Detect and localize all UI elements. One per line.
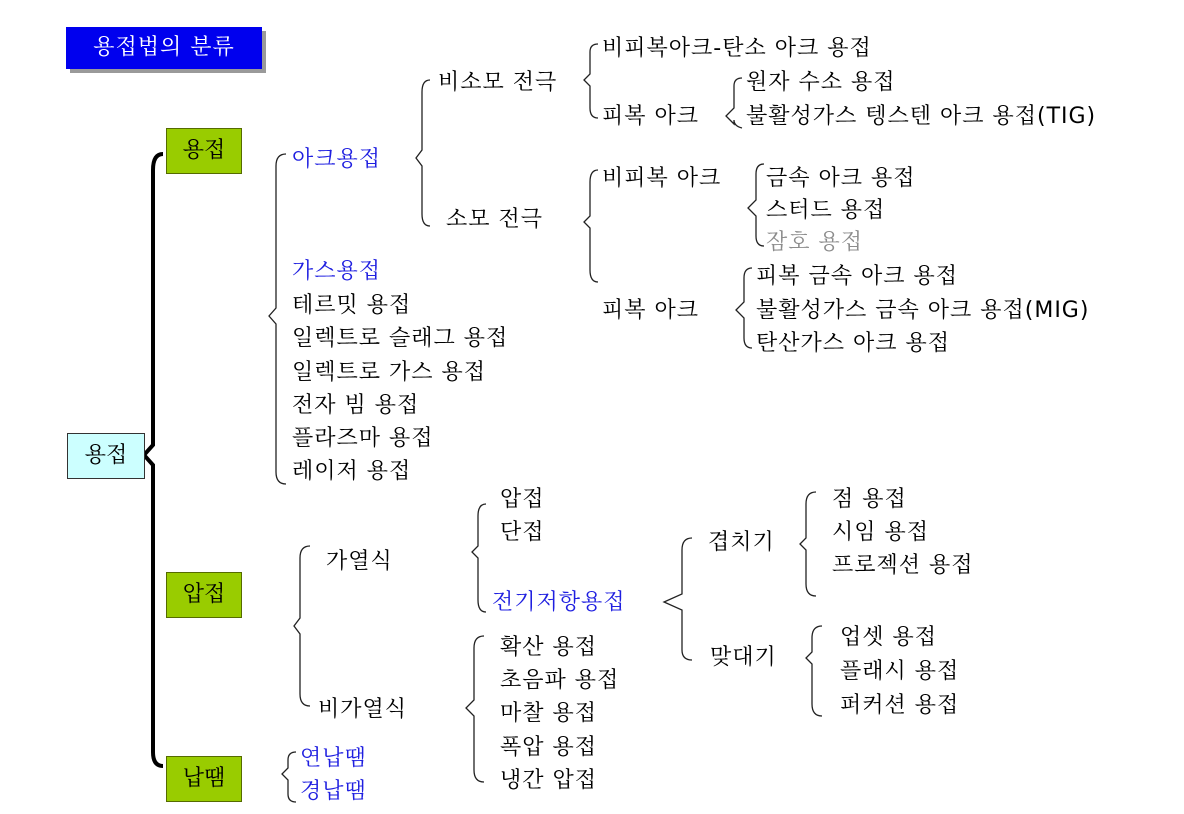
arc-bracket [416, 80, 430, 226]
nonconsumable-bracket [584, 44, 598, 118]
projection-label: 프로젝션 용접 [832, 553, 974, 578]
brazing-bracket [282, 752, 296, 802]
mig-label: 불활성가스 금속 아크 용접(MIG) [756, 298, 1090, 323]
welding-bracket [269, 154, 286, 484]
butt-bracket [806, 626, 822, 716]
nc-bare-label: 비피복아크-탄소 아크 용접 [602, 36, 872, 61]
submerged-label: 잠호 용접 [766, 230, 864, 255]
gas-welding-label: 가스용접 [292, 259, 382, 284]
electrogas-label: 일렉트로 가스 용접 [292, 360, 487, 385]
tig-label: 불활성가스 텡스텐 아크 용접(TIG) [746, 104, 1097, 129]
c-bare-bracket [748, 164, 764, 246]
non-heated-label: 비가열식 [318, 697, 408, 722]
spot-label: 점 용접 [832, 487, 907, 512]
arc-welding-label: 아크용접 [292, 147, 382, 172]
consumable-bracket [584, 170, 598, 282]
cold-label: 냉간 압접 [500, 768, 598, 793]
heated-bracket [472, 504, 486, 612]
butt-label: 맞대기 [710, 645, 777, 670]
atomic-hydrogen-label: 원자 수소 용접 [746, 70, 896, 95]
lap-label: 겹치기 [708, 530, 775, 555]
laser-label: 레이저 용접 [292, 459, 412, 484]
percussion-label: 퍼커션 용접 [840, 693, 960, 718]
ultrasonic-label: 초음파 용접 [500, 668, 620, 693]
resistance-bracket [664, 538, 692, 660]
diffusion-label: 확산 용접 [500, 635, 598, 660]
electron-beam-label: 전자 빔 용접 [292, 393, 420, 418]
root-node: 용접 [67, 433, 145, 479]
hard-solder-label: 경납땜 [300, 779, 367, 804]
pressure-bracket [294, 546, 310, 706]
non-heated-bracket [466, 636, 484, 782]
flash-label: 플래시 용접 [840, 659, 960, 684]
nc-covered-label: 피복 아크 [602, 104, 700, 129]
thermit-label: 테르밋 용접 [292, 293, 412, 318]
nonconsumable-label: 비소모 전극 [438, 70, 558, 95]
covered-metal-arc-label: 피복 금속 아크 용접 [756, 264, 958, 289]
soft-solder-label: 연납땜 [300, 746, 367, 771]
explosive-label: 폭압 용접 [500, 735, 598, 760]
c-covered-bracket [736, 268, 752, 348]
friction-label: 마찰 용접 [500, 701, 598, 726]
category-pressure: 압접 [166, 572, 242, 618]
stud-label: 스터드 용접 [766, 198, 886, 223]
metal-arc-label: 금속 아크 용접 [766, 166, 916, 191]
category-brazing: 납땜 [166, 756, 242, 802]
resistance-label: 전기저항용접 [492, 590, 626, 615]
lap-bracket [800, 492, 816, 596]
nc-covered-bracket [726, 78, 742, 128]
root-bracket [144, 154, 163, 766]
plasma-label: 플라즈마 용접 [292, 426, 434, 451]
upset-label: 업셋 용접 [840, 625, 938, 650]
co2-label: 탄산가스 아크 용접 [756, 331, 951, 356]
c-bare-label: 비피복 아크 [602, 166, 722, 191]
diagram-title: 용접법의 분류 [66, 27, 262, 69]
press-label: 압접 [500, 487, 545, 512]
c-covered-label: 피복 아크 [602, 298, 700, 323]
consumable-label: 소모 전극 [446, 207, 544, 232]
forge-label: 단접 [500, 520, 545, 545]
electroslag-label: 일렉트로 슬래그 용접 [292, 326, 509, 351]
heated-label: 가열식 [326, 549, 393, 574]
seam-label: 시임 용접 [832, 520, 930, 545]
category-welding: 용접 [166, 128, 242, 174]
